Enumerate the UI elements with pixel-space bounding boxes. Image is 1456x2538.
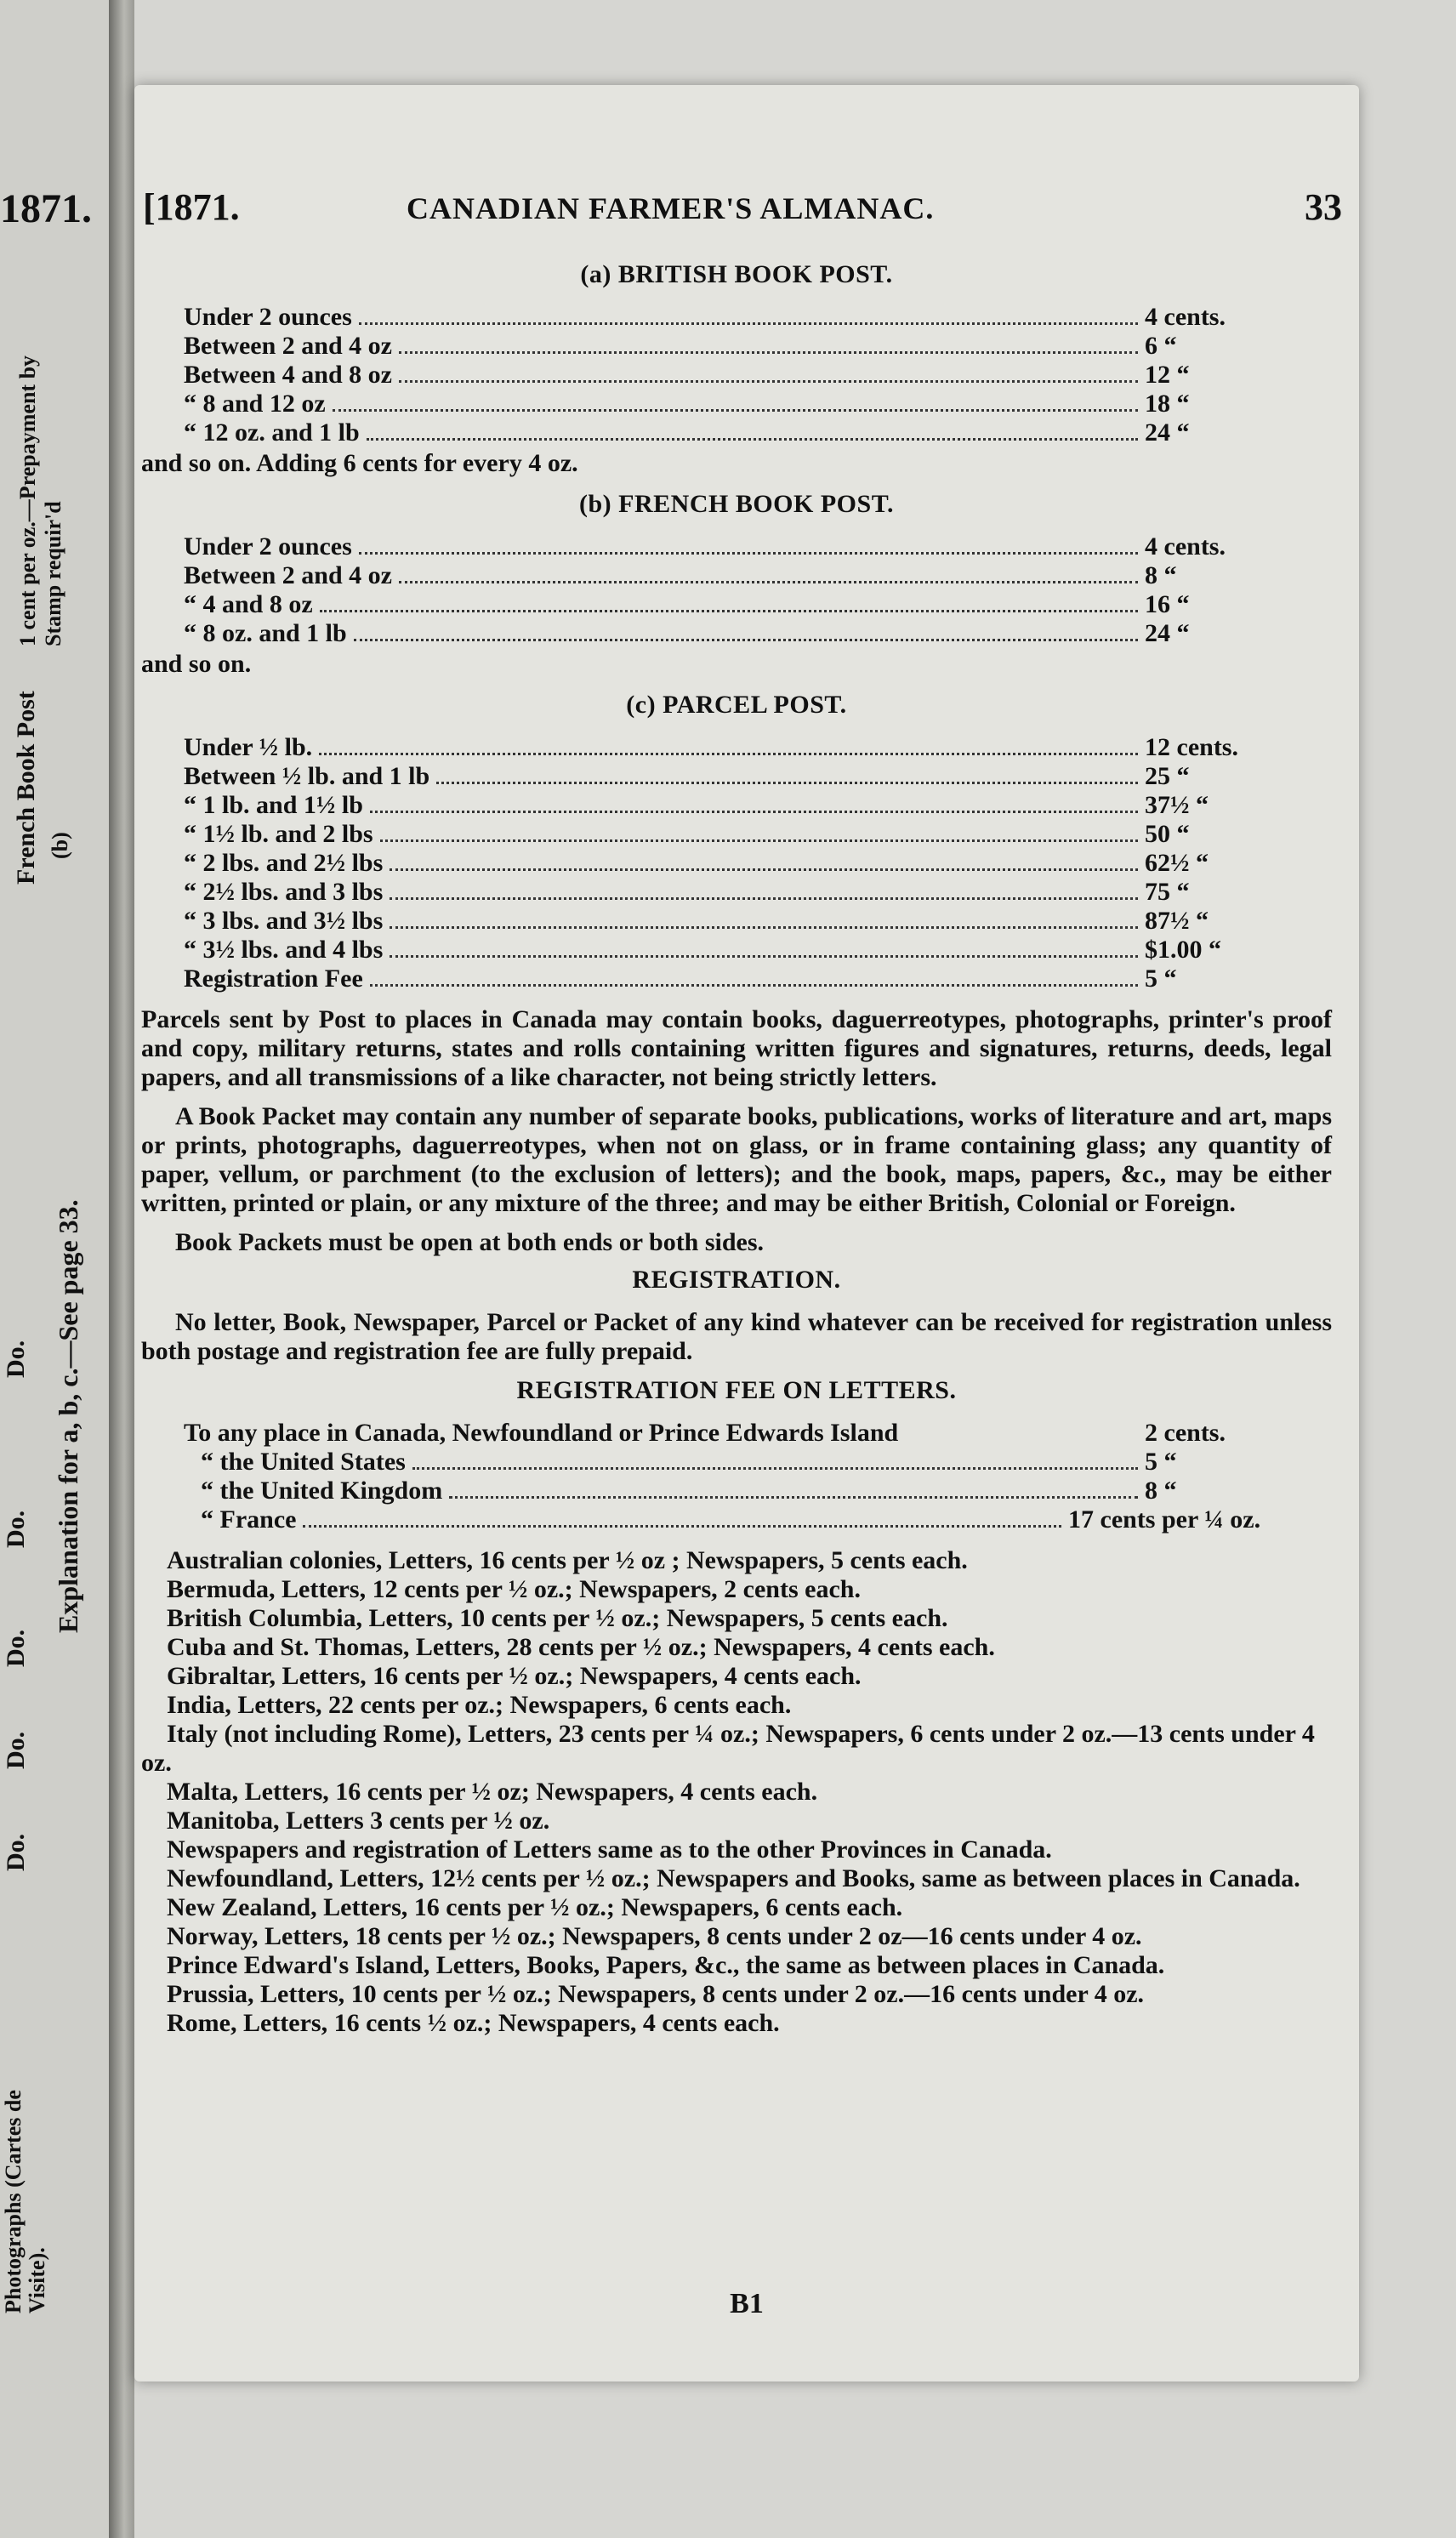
list-item: India, Letters, 22 cents per oz.; Newspapers, 6 cents each. bbox=[167, 1691, 792, 1719]
list-item: New Zealand, Letters, 16 cents per ½ oz.; Newspapers, 6 cents each. bbox=[167, 1893, 903, 1921]
rate-row: “ 8 and 12 oz 18 “ bbox=[184, 390, 1190, 418]
book-gutter bbox=[109, 0, 134, 2538]
british-book-post-title: (a) BRITISH BOOK POST. bbox=[580, 260, 893, 288]
list-item: Newspapers and registration of Letters same as to the other Provinces in Canada. bbox=[167, 1835, 1052, 1864]
french-book-post-title: (b) FRENCH BOOK POST. bbox=[579, 490, 894, 518]
left-page-year: 1871. bbox=[0, 186, 92, 231]
book-packet-open-note: Book Packets must be open at both ends or both sides. bbox=[175, 1228, 765, 1256]
rate-row: “ 3½ lbs. and 4 lbs $1.00 “ bbox=[184, 936, 1221, 964]
rate-row: “ 12 oz. and 1 lb 24 “ bbox=[184, 418, 1190, 447]
list-item: Prince Edward's Island, Letters, Books, Papers, &c., the same as between places in Canada. bbox=[167, 1951, 1165, 1979]
british-rate-table bbox=[141, 303, 1332, 447]
rate-row: Between 2 and 4 oz 6 “ bbox=[184, 332, 1177, 360]
registration-title: REGISTRATION. bbox=[632, 1266, 841, 1294]
rate-row: “ 1½ lb. and 2 lbs 50 “ bbox=[184, 820, 1190, 848]
rate-row: Between 2 and 4 oz 8 “ bbox=[184, 561, 1177, 589]
list-item: Bermuda, Letters, 12 cents per ½ oz.; Newspapers, 2 cents each. bbox=[167, 1575, 861, 1603]
rate-row: “ 2½ lbs. and 3 lbs 75 “ bbox=[184, 878, 1190, 906]
left-margin-col-french: French Book Post bbox=[12, 691, 40, 885]
rate-row: “ 3 lbs. and 3½ lbs 87½ “ bbox=[184, 907, 1209, 935]
fee-row: “ the United Kingdom 8 “ bbox=[201, 1477, 1177, 1505]
left-margin-col-prepay: 1 cent per oz.—Prepayment by Stamp requir'd bbox=[15, 355, 65, 646]
left-margin-do-1: Do. bbox=[2, 1340, 30, 1378]
rate-row: Registration Fee 5 “ bbox=[184, 965, 1177, 993]
list-item: Newfoundland, Letters, 12½ cents per ½ oz.; Newspapers and Books, same as between places in Canada. bbox=[167, 1864, 1300, 1892]
rate-row: Under 2 ounces 4 cents. bbox=[184, 303, 1226, 331]
french-note: and so on. bbox=[141, 650, 252, 678]
country-rates-list bbox=[141, 1546, 1332, 2038]
fee-row: To any place in Canada, Newfoundland or Prince Edwards Island 2 cents. bbox=[184, 1419, 1226, 1447]
list-item: Gibraltar, Letters, 16 cents per ½ oz.; Newspapers, 4 cents each. bbox=[167, 1662, 862, 1690]
left-margin-do-3: Do. bbox=[2, 1629, 30, 1667]
page-number: 33 bbox=[1305, 186, 1342, 228]
list-item: Malta, Letters, 16 cents per ½ oz; Newspapers, 4 cents each. bbox=[167, 1778, 818, 1806]
header-title: CANADIAN FARMER'S ALMANAC. bbox=[407, 191, 935, 225]
list-item: Rome, Letters, 16 cents ½ oz.; Newspapers, 4 cents each. bbox=[167, 2009, 780, 2037]
rate-row: “ 8 oz. and 1 lb 24 “ bbox=[184, 619, 1190, 647]
parcel-contents-paragraph: Parcels sent by Post to places in Canada may contain books, daguerreotypes, photographs, printer's proof and copy, military returns, states and rolls containing written figures and signatures, returns, deeds, legal papers, and all transmissions of a like character, not being strictly letters. bbox=[141, 1005, 1332, 1091]
parcel-post-title: (c) PARCEL POST. bbox=[626, 691, 847, 719]
list-item: Cuba and St. Thomas, Letters, 28 cents per ½ oz.; Newspapers, 4 cents each. bbox=[167, 1633, 995, 1661]
british-note: and so on. Adding 6 cents for every 4 oz. bbox=[141, 449, 578, 477]
list-item: Norway, Letters, 18 cents per ½ oz.; Newspapers, 8 cents under 2 oz—16 cents under 4 oz. bbox=[167, 1922, 1142, 1950]
page-header bbox=[143, 185, 1342, 236]
fee-row: “ France 17 cents per ¼ oz. bbox=[201, 1505, 1261, 1534]
list-item: Manitoba, Letters 3 cents per ½ oz. bbox=[167, 1807, 550, 1835]
rate-row: “ 1 lb. and 1½ lb 37½ “ bbox=[184, 791, 1209, 819]
list-item: British Columbia, Letters, 10 cents per ½ oz.; Newspapers, 5 cents each. bbox=[167, 1604, 948, 1632]
left-margin-do-2: Do. bbox=[2, 1510, 30, 1548]
signature-mark: B1 bbox=[730, 2288, 764, 2319]
rate-row: Under 2 ounces 4 cents. bbox=[184, 532, 1226, 561]
rate-row: Between 4 and 8 oz 12 “ bbox=[184, 361, 1190, 389]
almanac-page bbox=[134, 85, 1359, 2382]
left-margin-explanation: Explanation for a, b, c.—See page 33. bbox=[53, 1199, 83, 1633]
left-margin-col-b: (b) bbox=[48, 832, 72, 859]
list-item: Prussia, Letters, 10 cents per ½ oz.; Newspapers, 8 cents under 2 oz.—16 cents under 4 oz. bbox=[167, 1980, 1145, 2008]
registration-fee-title: REGISTRATION FEE ON LETTERS. bbox=[516, 1376, 957, 1404]
rate-row: Under ½ lb. 12 cents. bbox=[184, 733, 1238, 761]
list-item: Australian colonies, Letters, 16 cents per ½ oz ; Newspapers, 5 cents each. bbox=[167, 1546, 968, 1574]
french-rate-table bbox=[141, 532, 1332, 648]
rate-row: “ 2 lbs. and 2½ lbs 62½ “ bbox=[184, 849, 1209, 877]
left-margin-do-4: Do. bbox=[2, 1731, 30, 1769]
header-year: [1871. bbox=[143, 186, 240, 228]
rate-row: Between ½ lb. and 1 lb 25 “ bbox=[184, 762, 1190, 790]
rate-row: “ 4 and 8 oz 16 “ bbox=[184, 590, 1190, 618]
page-content bbox=[141, 255, 1332, 2038]
registration-fee-table bbox=[141, 1419, 1332, 1534]
left-margin-do-5: Do. bbox=[2, 1833, 30, 1871]
fee-row: “ the United States 5 “ bbox=[201, 1448, 1177, 1476]
list-item: Italy (not including Rome), Letters, 23 cents per ¼ oz.; Newspapers, 6 cents under 2 oz.—13 cents under 4 oz. bbox=[141, 1720, 1315, 1777]
book-packet-paragraph: A Book Packet may contain any number of separate books, publications, works of literature and art, maps or prints, photographs, daguerreotypes, when not on glass, or in frame containing glass; any quantity of paper, vellum, or parchment (to the exclusion of letters); and the book, maps, papers, &c., may be either written, printed or plain, or any mixture of the three; and may be either British, Colonial or Foreign. bbox=[141, 1102, 1332, 1217]
left-margin-photographs: Photographs (Cartes de Visite). bbox=[1, 2090, 49, 2313]
parcel-rate-table bbox=[141, 733, 1332, 993]
registration-text: No letter, Book, Newspaper, Parcel or Packet of any kind whatever can be received for registration unless both postage and registration fee are fully prepaid. bbox=[141, 1308, 1332, 1365]
